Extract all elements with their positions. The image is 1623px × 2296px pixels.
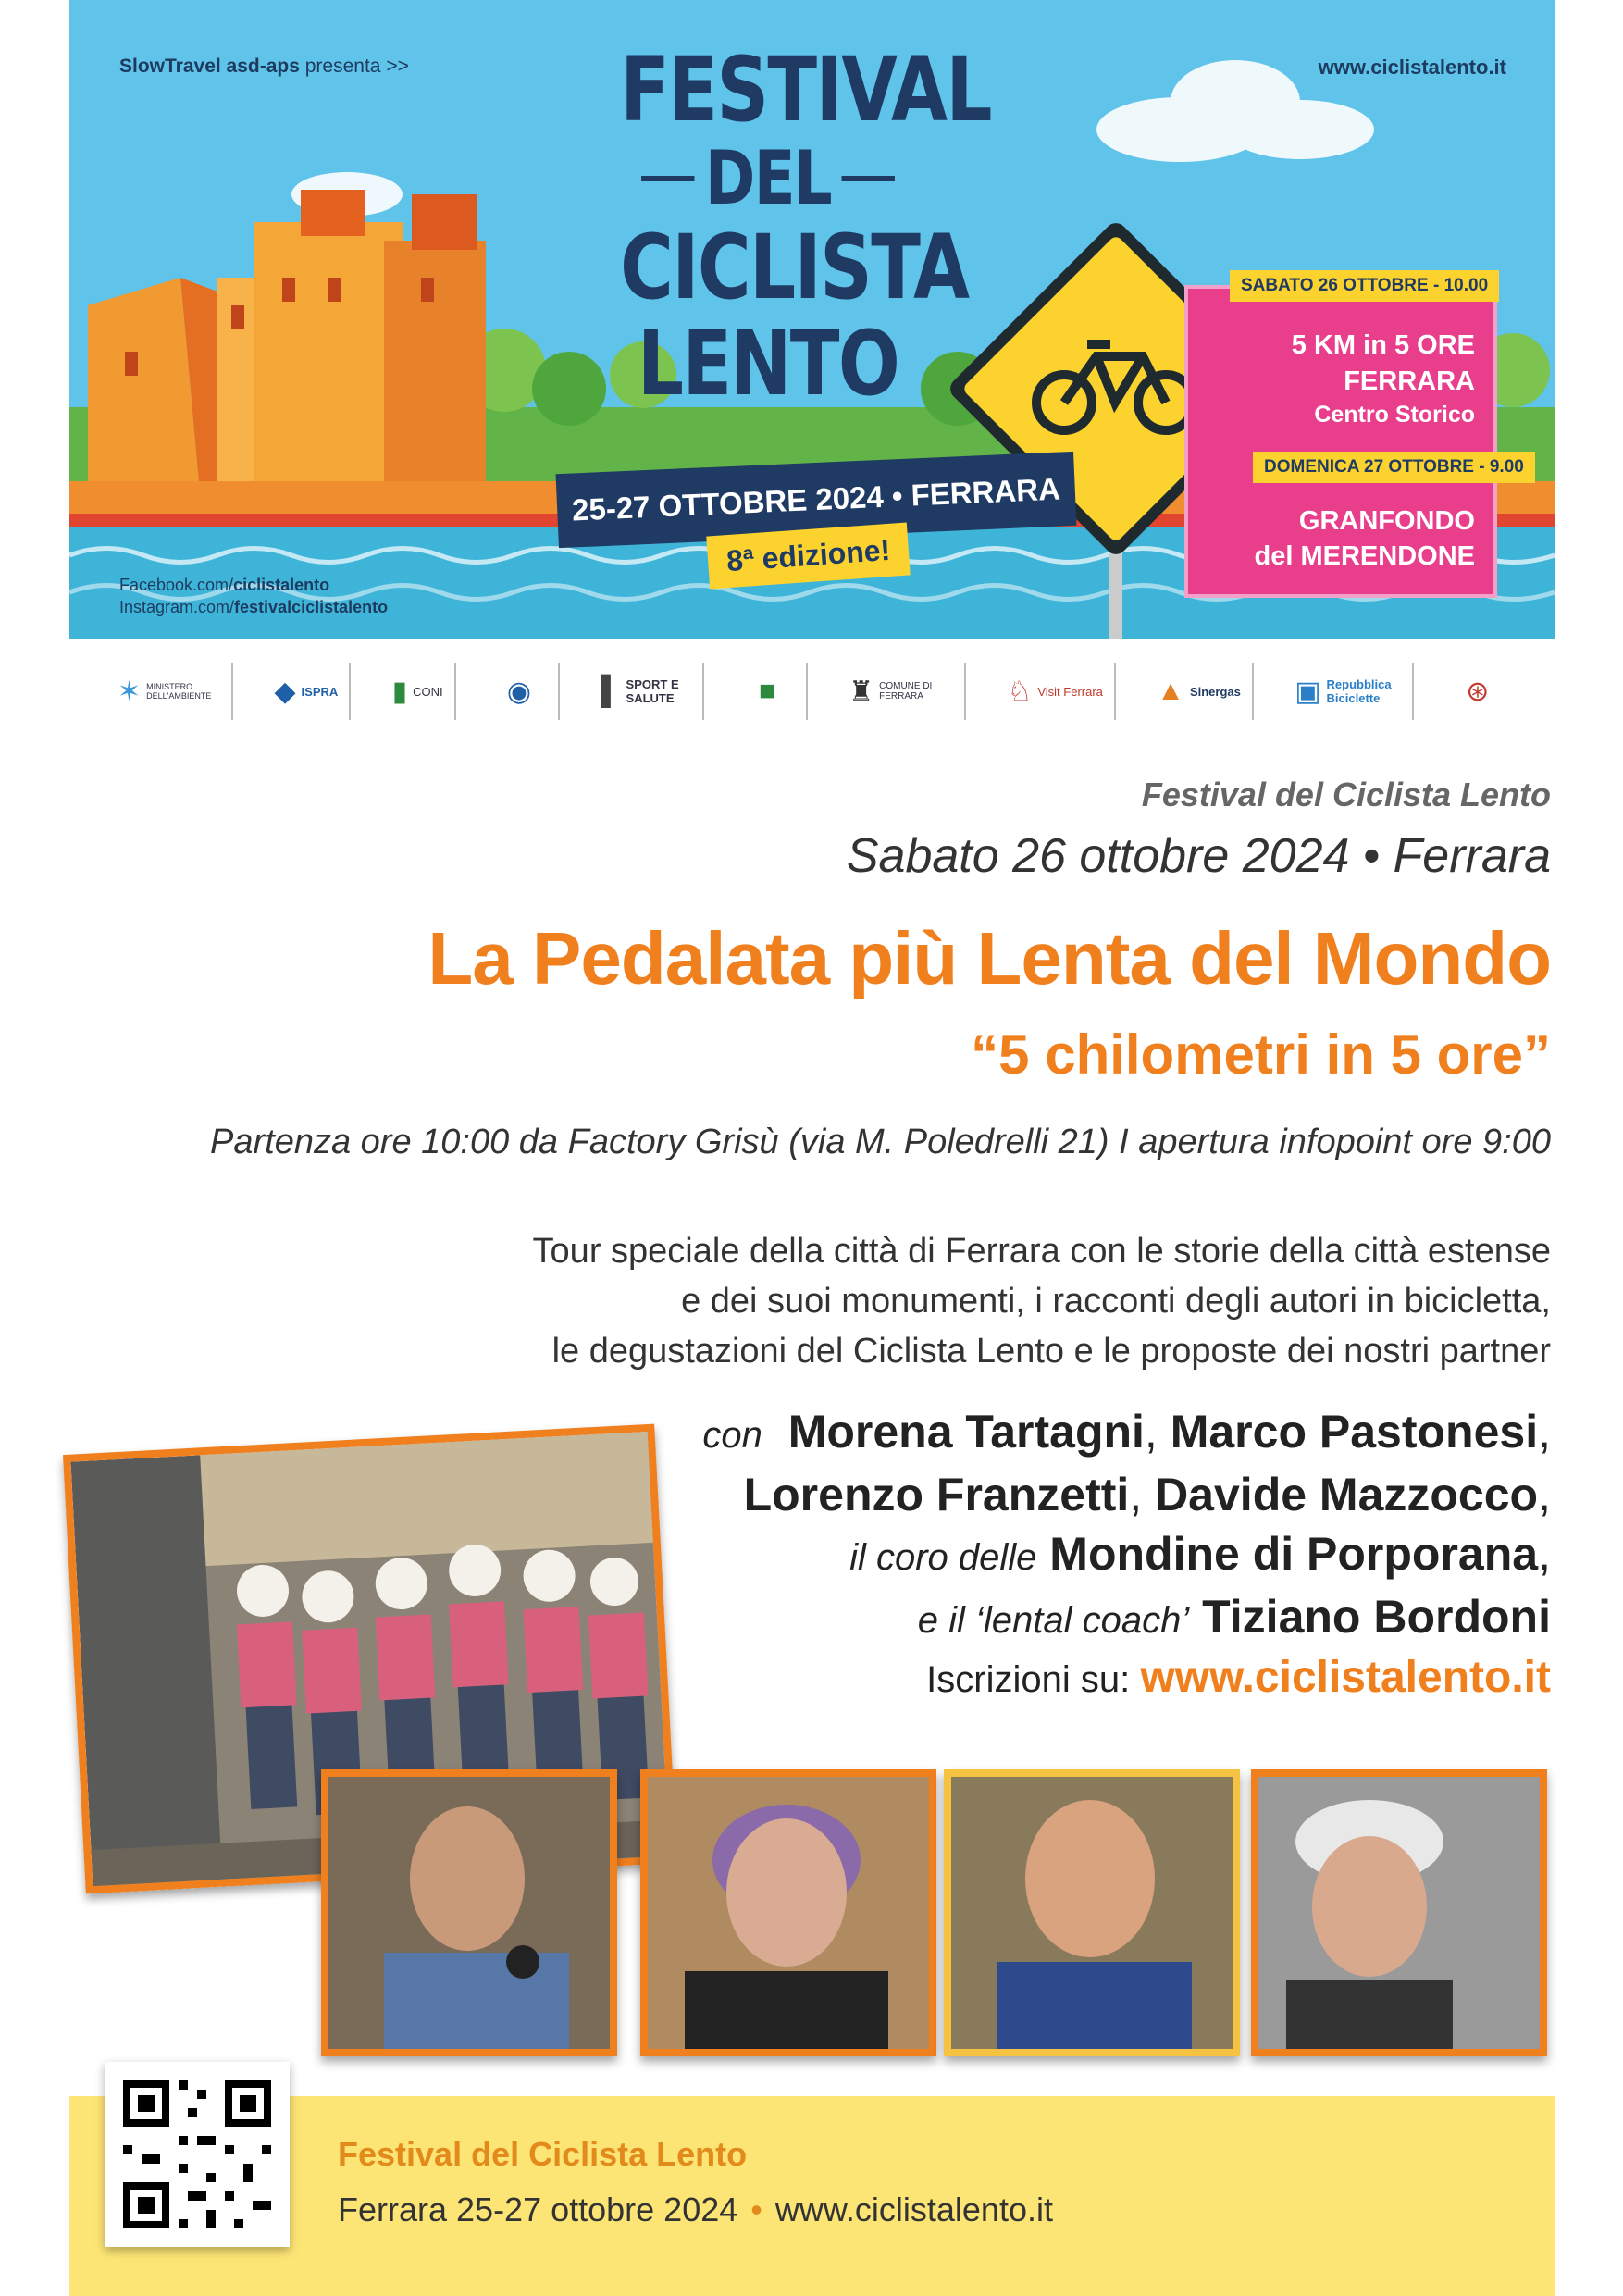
- globe-logo-icon: ◉: [506, 676, 532, 707]
- sponsor-ministero: [106, 663, 233, 720]
- sponsor-coni: [381, 663, 456, 720]
- con-label: con: [702, 1415, 762, 1456]
- star-logo-icon: ✶: [118, 676, 142, 707]
- guests-line3: il coro delle Mondine di Porporana,: [849, 1528, 1551, 1580]
- ispra-logo-icon: ◆: [274, 676, 296, 707]
- portrait-smiling-man: [944, 1769, 1240, 2056]
- event-description: [533, 1226, 1551, 1376]
- coro-prefix: il coro delle: [849, 1537, 1037, 1578]
- sponsor-comune: [837, 663, 966, 720]
- edition-badge: 8ª edizione!: [706, 522, 911, 589]
- event-schedule-box: [1184, 276, 1524, 598]
- presenter-suffix: presenta >>: [299, 56, 409, 77]
- title-dash-left: [641, 176, 694, 181]
- guest-name: Morena Tartagni: [787, 1406, 1145, 1458]
- signup-link[interactable]: www.ciclistalento.it: [1140, 1653, 1551, 1702]
- sponsor-ispra: [263, 663, 351, 720]
- bike-club-logo-icon: ⊛: [1466, 676, 1490, 707]
- sponsor-label: Sinergas: [1189, 684, 1241, 699]
- guests-line2: Lorenzo Franzetti, Davide Mazzocco,: [743, 1469, 1551, 1520]
- title-line-festival: FESTIVAL: [620, 38, 991, 142]
- qr-code[interactable]: [105, 2062, 290, 2247]
- footer-band: [69, 2096, 1555, 2296]
- sinergas-logo-icon: ▲: [1157, 676, 1184, 706]
- coach-name: Tiziano Bordoni: [1202, 1591, 1551, 1643]
- presenter-text: [119, 56, 409, 78]
- sponsor-region: [734, 663, 808, 720]
- guest-name: Marco Pastonesi: [1170, 1406, 1539, 1458]
- instagram-handle: festivalciclistalento: [234, 598, 389, 616]
- facebook-handle: ciclistalento: [233, 576, 330, 594]
- saturday-line1: 5 KM in 5 ORE: [1291, 330, 1475, 360]
- sponsor-label: CONI: [413, 684, 443, 699]
- portrait-cyclist-helmet: [1251, 1769, 1547, 2056]
- sponsor-label: COMUNE DI FERRARA: [879, 681, 933, 701]
- event-date-line: Sabato 26 ottobre 2024 • Ferrara: [846, 829, 1551, 883]
- footer-info: [338, 2191, 1053, 2229]
- event-subheadline: “5 chilometri in 5 ore”: [971, 1024, 1551, 1086]
- coach-prefix: e il ‘lental coach’: [917, 1600, 1190, 1641]
- description-line3: le degustazioni del Ciclista Lento e le proposte dei nostri partner: [551, 1332, 1551, 1371]
- title-dash-right: [842, 176, 895, 181]
- guest-name: Lorenzo Franzetti: [743, 1469, 1130, 1520]
- crest-logo-icon: ♜: [849, 676, 874, 707]
- visit-logo-icon: ♘: [1007, 676, 1033, 707]
- festival-kicker: Festival del Ciclista Lento: [1141, 776, 1551, 813]
- sponsor-label: Visit Ferrara: [1037, 684, 1103, 699]
- region-logo-icon: ■: [758, 676, 775, 706]
- footer-separator-dot: •: [750, 2191, 762, 2228]
- title-line-del: [620, 135, 916, 221]
- coro-name: Mondine di Porporana: [1049, 1528, 1539, 1580]
- banner-website[interactable]: www.ciclistalento.it: [1318, 56, 1506, 79]
- sponsor-globe: [486, 663, 560, 720]
- qr-code-icon: [105, 2062, 290, 2247]
- footer-title: Festival del Ciclista Lento: [338, 2135, 748, 2173]
- sunday-line1: GRANFONDO: [1298, 506, 1475, 536]
- guests-line4: [702, 1587, 1551, 1650]
- footer-place-dates: Ferrara 25-27 ottobre 2024: [338, 2191, 738, 2228]
- signup-label: Iscrizioni su:: [926, 1659, 1131, 1700]
- sponsor-repubblica: [1283, 663, 1413, 720]
- title-line-ciclista: CICLISTA: [620, 216, 969, 319]
- guest-name: Davide Mazzocco: [1155, 1469, 1539, 1520]
- sponsor-sport-salute: [589, 663, 703, 720]
- sunday-line2: del MERENDONE: [1254, 541, 1475, 571]
- instagram-prefix: Instagram.com/: [119, 598, 235, 616]
- saturday-tag: SABATO 26 OTTOBRE - 10.00: [1230, 270, 1499, 302]
- festival-banner: [69, 0, 1555, 639]
- portrait-woman-glasses: [640, 1769, 936, 2056]
- guests-line1: con Morena Tartagni, Marco Pastonesi,: [702, 1406, 1551, 1458]
- guests-list: [702, 1402, 1551, 1650]
- presenter-org: SlowTravel asd-aps: [119, 56, 300, 77]
- sponsor-visit-ferrara: [996, 663, 1115, 720]
- sponsor-label: Repubblica Biciclette: [1326, 677, 1392, 705]
- festival-title: [588, 38, 991, 416]
- sponsor-label: SPORT E SALUTE: [626, 677, 679, 705]
- sport-logo-icon: ▌: [601, 676, 621, 706]
- sponsor-logos-row: [106, 659, 1518, 724]
- facebook-link[interactable]: [119, 574, 388, 596]
- portrait-man-microphone: [321, 1769, 617, 2056]
- footer-website[interactable]: www.ciclistalento.it: [774, 2191, 1053, 2228]
- event-headline: La Pedalata più Lenta del Mondo: [427, 917, 1551, 999]
- signup-line: [926, 1652, 1551, 1703]
- description-line2: e dei suoi monumenti, i racconti degli autori in bicicletta,: [681, 1282, 1551, 1321]
- title-line-lento: LENTO: [637, 312, 899, 416]
- social-links: [119, 574, 388, 618]
- sponsor-sinergas: [1146, 663, 1254, 720]
- sponsor-label: ISPRA: [301, 684, 339, 699]
- festival-dates-ribbon: 25-27 OTTOBRE 2024 • FERRARA: [556, 452, 1077, 548]
- saturday-line2: FERRARA: [1344, 366, 1475, 396]
- instagram-link[interactable]: [119, 596, 388, 618]
- facebook-prefix: Facebook.com/: [119, 576, 234, 594]
- sponsor-label: MINISTERO DELL'AMBIENTE: [146, 682, 212, 701]
- sponsor-bike-club: [1443, 663, 1518, 720]
- sunday-tag: DOMENICA 27 OTTOBRE - 9.00: [1253, 452, 1535, 483]
- title-del-text: DEL: [704, 135, 832, 221]
- description-line1: Tour speciale della città di Ferrara con le storie della città estense: [532, 1232, 1551, 1271]
- coni-logo-icon: ▮: [391, 676, 408, 707]
- repubblica-logo-icon: ▣: [1295, 676, 1321, 707]
- saturday-line3: Centro Storico: [1314, 402, 1475, 428]
- start-info: Partenza ore 10:00 da Factory Grisù (via M. Poledrelli 21) I apertura infopoint ore 9:00: [210, 1123, 1551, 1161]
